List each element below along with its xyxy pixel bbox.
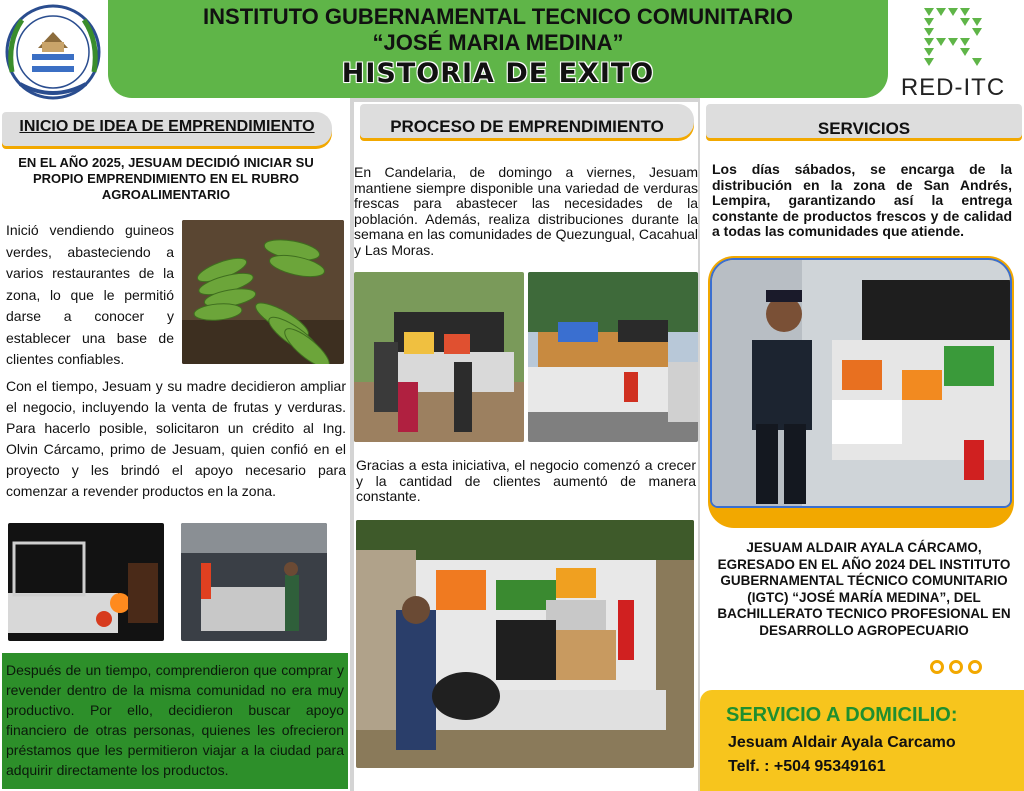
truck-loading-photo-1 [354,272,524,442]
left-paragraph-2: Con el tiempo, Jesuam y su madre decidieron ampliar el negocio, incluyendo la venta de frutas y verduras. Para hacerlo posible, solicitaron un crédito al Ing. Olvin Cárcamo, primo de Jesuam, quien confió en el proyecto y les brindó el apoyo necesario para comenzar a revender productos en la zona. [6,378,346,499]
left-lead-text: EN EL AÑO 2025, JESUAM DECIDIÓ INICIAR SU PROPIO EMPRENDIMIENTO EN EL RUBRO AGROALIMENTARIO [18,155,314,202]
truck-vegetables-photo [356,520,694,768]
institute-title [108,4,888,56]
graduate-caption: JESUAM ALDAIR AYALA CÁRCAMO, EGRESADO EN EL AÑO 2024 DEL INSTITUTO GUBERNAMENTAL TÉCNICO COMUNITARIO (IGTC) “JOSÉ MARÍA MEDINA”, DEL BACHILLERATO TECNICO PROFESIONAL EN DESARROLLO AGROPECUARIO [717,540,1011,638]
decorative-dot-2 [949,660,963,674]
title-line-2: “JOSÉ MARIA MEDINA” [372,30,624,55]
page-subtitle: HISTORIA DE EXITO [341,58,655,89]
left-paragraph-1: Inició vendiendo guineos verdes, abasteciendo a varios restaurantes de la zona, lo que le permitió darse a conocer y establecer una base de clientes confiables. [6,222,174,367]
bananas-photo [182,220,344,364]
middle-paragraph-1: En Candelaria, de domingo a viernes, Jesuam mantiene siempre disponible una variedad de verduras frescas para abastecer las necesidades de la población. Además, realiza distribuciones durante la semana en las comunidades de Quezungual, Cacahual y Las Moras. [354,164,699,258]
left-paragraph-3: Después de un tiempo, comprendieron que comprar y revender dentro de la misma comunidad no era muy productivo. Por ello, decidieron buscar apoyo financiero de otras personas, quienes les ofrecieron préstamos que les permitieron viajar a la ciudad para adquirir directamente los productos. [6,662,344,778]
delivery-name: Jesuam Aldair Ayala Carcamo [728,734,956,751]
night-loading-photo-2 [181,523,327,641]
portrait-photo [710,258,1012,508]
delivery-phone: Telf. : +504 95349161 [728,758,886,775]
decorative-dot-1 [930,660,944,674]
middle-paragraph-2: Gracias a esta iniciativa, el negocio comenzó a crecer y la cantidad de clientes aumentó de manera constante. [356,457,696,504]
delivery-title: SERVICIO A DOMICILIO: [726,704,958,726]
left-heading: INICIO DE IDEA DE EMPRENDIMIENTO [19,118,315,135]
decorative-dot-3 [968,660,982,674]
right-heading: SERVICIOS [817,119,911,138]
red-itc-label: RED-ITC [900,74,1006,101]
institute-seal-logo [2,2,104,106]
middle-heading: PROCESO DE EMPRENDIMIENTO [390,117,664,136]
truck-loading-photo-2 [528,272,698,442]
night-loading-photo-1 [8,523,164,641]
title-line-1: INSTITUTO GUBERNAMENTAL TECNICO COMUNITARIO [203,4,793,29]
right-paragraph-1: Los días sábados, se encarga de la distribución en la zona de San Andrés, Lempira, garantizando así la entrega constante de productos frescos y de calidad a todas las comunidades que atiende. [712,161,1012,239]
